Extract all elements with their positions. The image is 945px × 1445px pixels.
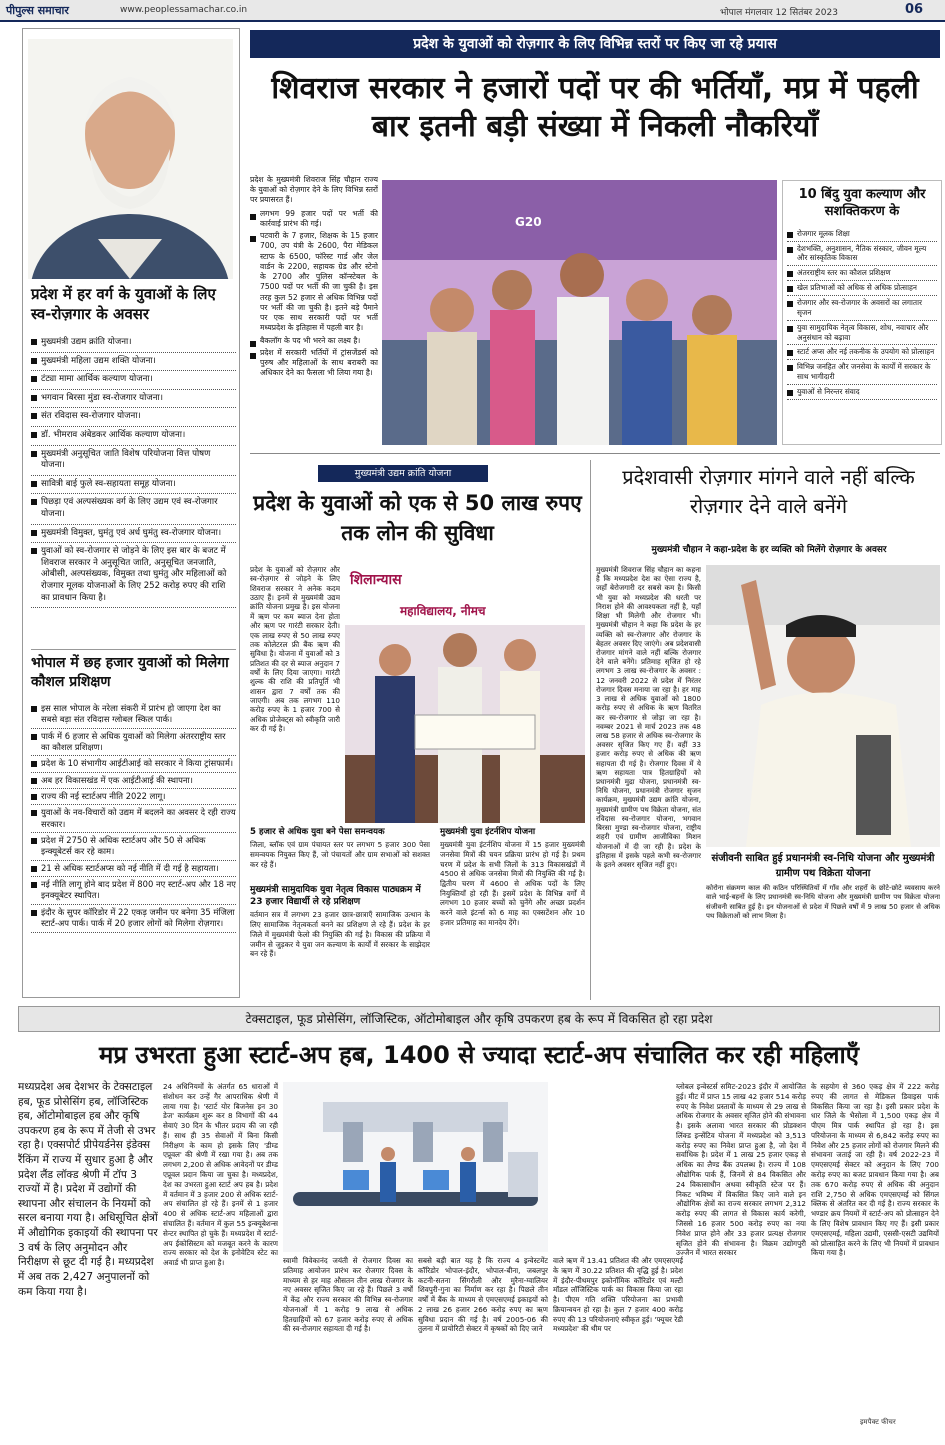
cm-headline: प्रदेशवासी रोज़गार मांगने वाले नहीं बल्कि रोज़गार देने वाले बनेंगे xyxy=(622,465,915,518)
dateline: भोपाल मंगलवार 12 सितंबर 2023 xyxy=(720,8,838,18)
brand-logo: पीपुल्स समाचार xyxy=(6,4,69,17)
list-item: बैकलॉग के पद भी भरने का लक्ष्य है। xyxy=(250,336,378,346)
page-number: 06 xyxy=(905,2,924,17)
loan-sub3-title: मुख्यमंत्री युवा इंटर्नशिप योजना xyxy=(440,827,536,837)
top-headline: शिवराज सरकार ने हजारों पदों पर की भर्तियाँ, मप्र में पहली बार इतनी बड़ी संख्या में निकली नौकरियाँ xyxy=(271,71,919,144)
list-item: राज्य की नई स्टार्टअप नीति 2022 लागू। xyxy=(31,789,236,805)
points-list xyxy=(783,227,941,400)
list-item: सावित्री बाई फुले स्व-सहायता समूह योजना। xyxy=(31,476,236,495)
list-item: नई नीति लागू होने बाद प्रदेश में 800 नए स्टार्ट-अप और 18 नए इनक्यूबेटर स्थापित। xyxy=(31,877,236,905)
site-url: www.peoplessamachar.co.in xyxy=(120,5,248,15)
top-banner-text: प्रदेश के युवाओं को रोज़गार के लिए विभिन्न स्तरों पर किए जा रहे प्रयास xyxy=(413,36,777,52)
list-item: खेल प्रतिभाओं को अधिक से अधिक प्रोत्साहन xyxy=(787,281,937,296)
list-item: संत रविदास स्व-रोजगार योजना। xyxy=(31,408,236,427)
cm-body: मुख्यमंत्री शिवराज सिंह चौहान का कहना है कि मध्यप्रदेश देश का ऐसा राज्य है, जहाँ बेरोजगारी दर सबसे कम है। किसी भी युवा को मध्यप्रदेश की धरती पर निराश होने की आवश्यकता नहीं है, यहाँ शिक्षा भी मिलेगी और रोजगार भी। मुख्यमंत्री चौहान ने कहा कि प्रदेश के हर व्यक्ति को स्व-रोजगार और रोजगार के बेहतर अवसर दिए जाएंगे। अब प्रदेशवासी रोजगार मांगने वाले नहीं बल्कि रोजगार देने वाले बनेंगे। प्रतिमाह सृजित हो रहे लगभग 3 लाख स्व-रोजगार के अवसर : 12 जनवरी 2022 से प्रदेश में निरंतर रोजगार दिवस मनाया जा रहा है। हर माह 3 लाख से अधिक युवाओं को 1800 करोड़ रुपए से अधिक के ऋण वितरित कर स्व-रोजगार से जोड़ा जा रहा है। नवम्बर 2021 से मार्च 2023 तक 48 लाख 58 हजार से अधिक स्व-रोजगार के अवसर सृजित किए गए हैं। वहीं 33 हजार करोड़ रुपए से अधिक की ऋण सहायता दी गई है। रोजगार दिवस में ये ऋण सहायता पात्र हितग्राहियों को प्रधानमंत्री मुद्रा योजना, प्रधानमंत्री स्व-निधि योजना, प्रधानमंत्री रोजगार सृजन कार्यक्रम, मुख्यमंत्री उद्यम क्रांति योजना, मुख्यमंत्री ग्रामीण पथ विक्रेता योजना, संत रविदास स्व-रोजगार योजना, भगवान बिरसा मुण्डा स्व-रोजगार योजना, राष्ट्रीय शहरी एवं ग्रामीण आजीविका मिशन योजनाओं में दी जा रही है। प्रदेश के इतिहास में इसके पहले कभी स्व-रोजगार के इतने अवसर सृजित नहीं हुए। xyxy=(596,565,701,869)
list-item: पिछड़ा एवं अल्पसंख्यक वर्ग के लिए उद्यम एवं स्व-रोजगार योजना। xyxy=(31,494,236,524)
bottom-lead: मध्यप्रदेश अब देशभर के टेक्सटाइल हब, फूड प्रोसेसिंग हब, लॉजिस्टिक हब, ऑटोमोबाइल हब और कृषि उपकरण हब के रूप में तेजी से उभर रहा है। एक्सपोर्ट प्रीपेयर्डनेस इंडेक्स रैंकिंग में राज्य में सुधार हुआ है और प्रदेश लैंड लॉक्ड श्रेणी में टॉप 3 राज्यों में है। प्रदेश में उद्योगों की स्थापना और संचालन के नियमों को सरल बनाया गया है। अधिसूचित क्षेत्रों में औद्योगिक इकाइयों की स्थापना पर 3 वर्ष के लिए अनुमोदन और निरीक्षण से छूट दी गई है। मध्यप्रदेश में अब तक 2,427 अनुपालनों को कम किया गया है। xyxy=(18,1081,158,1298)
list-item: मुख्यमंत्री अनुसूचित जाति विशेष परियोजना वित्त पोषण योजना। xyxy=(31,446,236,476)
photo-sign-text-2: महाविद्यालय, नीमच xyxy=(400,604,486,618)
list-item: युवाओं से निरन्तर संवाद xyxy=(787,385,937,400)
cm-box xyxy=(706,852,940,952)
loan-sub2 xyxy=(250,885,430,959)
divider xyxy=(250,453,940,454)
bottom-headline: मप्र उभरता हुआ स्टार्ट-अप हब, 1400 से ज्यादा स्टार्ट-अप संचालित कर रही महिलाएँ xyxy=(99,1041,859,1069)
list-item: प्रदेश के 10 संभागीय आईटीआई को सरकार ने किया ट्रांसफार्म। xyxy=(31,756,236,772)
list-item: लगभग 99 हजार पदों पर भर्ती की कार्रवाई प्रारंभ की गई। xyxy=(250,209,378,230)
list-item: रोजगार मूलक शिक्षा xyxy=(787,227,937,242)
bottom-col3: स्वामी विवेकानंद जयंती से रोजगार दिवस का प्रतिमाह आयोजन प्रारंभ कर रोजगार दिवस के माध्यम से हर माह औसतन तीन लाख रोजगार के नए अवसर सृजित किए जा रहे हैं। पिछले 3 वर्षों में केंद्र और राज्य सरकार की विभिन्न स्व-रोजगार योजनाओं में 1 करोड़ 9 लाख से अधिक हितग्राहियों को 67 हजार करोड़ रुपए से अधिक की स्व-रोजगार सहायता दी गई है। xyxy=(283,1256,413,1334)
sidebar-box2-list xyxy=(31,701,236,933)
points-title: 10 बिंदु युवा कल्याण और सशक्तिकरण के xyxy=(798,187,926,219)
bottom-col6: ग्लोबल इन्वेस्टर्स समिट-2023 इंदौर में आयोजित हुई। मीट में प्राप्त 15 लाख 42 हजार 514 करोड़ रुपए के निवेश प्रस्तावों के माध्यम से 29 लाख से अधिक रोजगार के अवसर सृजित होने की संभावना है। इसके अलावा भारत सरकार की प्रोडक्शन लिंक्ड इन्सेंटिव योजना में मध्यप्रदेश को 3,513 करोड़ रुपए का निवेश प्राप्त हुआ है, जो देश में सर्वाधिक है। प्रदेश में 1 लाख 25 हजार एकड़ से अधिक का लैण्ड बैंक उपलब्ध है। राज्य में 108 औद्योगिक पार्क हैं, जिनमें से 84 विकसित और 24 विकासाधीन अथवा स्वीकृति स्टेज पर हैं। निकट भविष्य में विकसित किए जाने वाले इन औद्योगिक क्षेत्रों का राज्य सरकार लगभग 2,312 करोड़ रुपए की लागत से विकास कार्य करेगी, जिससे 16 हजार 500 करोड़ रुपए का नया निवेश प्राप्त होने और 33 हजार प्रत्यक्ष रोजगार सृजित होने की संभावना है। विक्रम उद्योगपुरी उज्जैन में भारत सरकार xyxy=(676,1082,806,1258)
list-item: रोजगार और स्व-रोजगार के अवसरों का लगातार सृजन xyxy=(787,296,937,321)
top-intro xyxy=(250,175,378,379)
bottom-col2: 24 अधिनियमों के अंतर्गत 65 धाराओं में संशोधन कर उन्हें गैर आपराधिक श्रेणी में लाया गया है। 'स्टार्ट योर बिजनेस इन 30 डेज' कार्यक्रम शुरू कर 8 विभागों की 44 सेवाएं 30 दिन के भीतर प्रदाय की जा रही हैं। साथ ही 35 सेवाओं में बिना किसी निरीक्षण के काम हो इसके लिए 'डीम्ड एप्रूवल' की श्रेणी में रखा गया है। अब तक लगभग 2,200 से अधिक आवेदनों पर डीम्ड एप्रूवल प्रदान किया जा चुका है। मध्यप्रदेश, देश का उभरता हुआ स्टार्ट अप हब है। प्रदेश में वर्तमान में 3 हजार 200 से अधिक स्टार्ट-अप संचालित हो रहे हैं। इनमें से 1 हजार 400 से अधिक स्टार्ट-अप महिलाओं द्वारा संचालित हैं। वर्तमान में कुल 55 इन्क्यूबेशन्स सेन्टर स्थापित हो चुके हैं। मध्यप्रदेश में स्टार्ट-अप ईकोसिस्टम को मजबूत करने के कारण राज्य सरकार को देश के इनोवेटिव स्टेट का अवार्ड भी प्राप्त हुआ है। xyxy=(163,1082,278,1268)
divider xyxy=(590,460,591,1000)
list-item: टंट्या मामा आर्थिक कल्याण योजना। xyxy=(31,371,236,390)
list-item: भगवान बिरसा मुंडा स्व-रोजगार योजना। xyxy=(31,390,236,409)
list-item: मुख्यमंत्री विमुक्त, घुमंतु एवं अर्ध घुमंतु स्व-रोजगार योजना। xyxy=(31,525,236,544)
photo-sign-text: शिलान्यास xyxy=(350,572,402,588)
bottom-col5: वाले ऋण में 13.41 प्रतिशत की और एमएसएमई के ऋण में 30.22 प्रतिशत की वृद्धि हुई है। प्रदेश में इंदौर-पीथमपुर इकोनॉमिक कॉरिडोर एवं मल्टी मॉडल लॉजिस्टिक पार्क का विकास किया जा रहा है। पीएम गति शक्ति परियोजना का प्रभावी क्रियान्वयन हो रहा है। कुल 7 हजार 400 करोड़ रुपए की 13 परियोजनाएं स्वीकृत हुई। 'फ्यूचर रेडी मध्यप्रदेश' की थीम पर xyxy=(553,1256,683,1334)
list-item: इस साल भोपाल के नरेला संकरी में प्रारंभ हो जाएगा देश का सबसे बड़ा संत रविदास ग्लोबल स्किल पार्क। xyxy=(31,701,236,729)
top-intro-text: प्रदेश के मुख्यमंत्री शिवराज सिंह चौहान राज्य के युवाओं को रोज़गार देने के लिए विभिन्न स्तरों पर प्रयासरत हैं। xyxy=(250,175,378,204)
points-box xyxy=(782,180,942,445)
list-item: विभिन्न जनहित और जनसेवा के कार्यों में सरकार के साथ भागीदारी xyxy=(787,360,937,385)
selfie-photo xyxy=(382,180,777,445)
bottom-banner-text: टेक्सटाइल, फूड प्रोसेसिंग, लॉजिस्टिक, ऑटोमोबाइल और कृषि उपकरण हब के रूप में विकसित हो रहा प्रदेश xyxy=(245,1012,713,1026)
list-item: मुख्यमंत्री उद्यम क्रांति योजना। xyxy=(31,334,236,353)
loan-tag xyxy=(318,465,488,482)
loan-body: प्रदेश के युवाओं को रोज़गार और स्व-रोज़गार से जोड़ने के लिए शिवराज सरकार ने अनेक कदम उठाए हैं। इनमें से मुख्यमंत्री उद्यम क्रांति योजना प्रमुख है। इस योजना में ऋण पर कम ब्याज देना होता और ऋण पर गारंटी सरकार देती। एक लाख रुपए से 50 लाख रुपए तक कोलेटरल फ्री बैंक ऋण की सुविधा है। योजना में युवाओं को 3 प्रतिशत की दर से ब्याज अनुदान 7 वर्षों के लिए दिया जाएगा। गारंटी शुल्क की राशि की प्रतिपूर्ति भी शासन द्वारा 7 वर्षों तक की जाएगी। अब तक लगभग 110 करोड़ रुपए के 1 हजार 700 से अधिक प्रोजेक्ट्स को स्वीकृति जारी कर दी गई है। xyxy=(250,565,340,734)
loan-sub1 xyxy=(250,827,430,869)
photo-banner-text: G20 xyxy=(515,215,542,229)
bottom-banner xyxy=(18,1006,940,1032)
sidebar xyxy=(22,28,240,998)
list-item: अब हर विकासखंड में एक आईटीआई की स्थापना। xyxy=(31,773,236,789)
list-item: मुख्यमंत्री महिला उद्यम शक्ति योजना। xyxy=(31,353,236,372)
list-item: पटवारी के 7 हजार, शिक्षक के 15 हजार 700, उप यंत्री के 2600, पैरा मेडिकल स्टाफ के 6500, फॉरेस्ट गार्ड और जेल वार्डन के 2200, सहायक ग्रेड और स्टेनो के 2700 और पुलिस कॉन्स्टेबल के 7500 पदों पर भर्ती की जा चुकी है। इस तरह कुल 52 हजार से अधिक विभिन्न पदों पर भर्ती की जा चुकी है। इतने बड़े पैमाने पर एक साथ सरकारी पदों पर भर्ती मध्यप्रदेश के इतिहास में पहली बार है। xyxy=(250,231,378,334)
list-item: स्टार्ट अप्स और नई तकनीक के उपयोग को प्रोत्साहन xyxy=(787,345,937,360)
list-item: अंतरराष्ट्रीय स्तर का कौशल प्रशिक्षण xyxy=(787,266,937,281)
feature-credit: इमपैक्ट फीचर xyxy=(860,1418,896,1426)
cm-speech-photo xyxy=(706,565,940,847)
bottom-col7: के सहयोग से 360 एकड़ क्षेत्र में 222 करोड़ रुपए की लागत से मेडिकल डिवाइस पार्क विकसित किया जा रहा है। इसी प्रकार प्रदेश के धार जिले के भैसोला में 1,500 एकड़ क्षेत्र में पीएम मित्र पार्क स्थापित हो रहा है। इस परियोजना के माध्यम से 6,842 करोड़ रुपए का निवेश और 25 हजार लोगों को रोजगार मिलने की संभावना जताई जा रही है। वर्ष 2022-23 में एमएसएमई सेक्टर को अनुदान के लिए 700 करोड़ रुपए का बजट प्रावधान किया गया है। अब तक 670 करोड़ रुपए से अधिक की अनुदान राशि 2,750 से अधिक एमएसएमई को सिंगल क्लिक से अंतरित कर दी गई है। राज्य सरकार के भण्डार क्रय नियमों में स्टार्ट-अप को प्रोत्साहन देने के लिए विशेष प्रावधान किए गए हैं। इसी प्रकार एमएसएमई, महिला उद्यमी, एससी-एसटी उद्यमियों को प्रोत्साहित करने के लिए भी नियमों में प्रावधान किया गया है। xyxy=(811,1082,939,1258)
sidebar-box1-title: प्रदेश में हर वर्ग के युवाओं के लिए स्व-रोज़गार के अवसर xyxy=(31,285,216,324)
loan-sub3 xyxy=(440,827,585,928)
portrait-photo xyxy=(28,39,233,279)
top-banner xyxy=(250,30,940,58)
list-item: इंदौर के सुपर कॉरिडोर में 22 एकड़ जमीन पर बनेगा 35 मंजिला स्टार्ट-अप पार्क। पार्क में 20 हजार लोगों को मिलेगा रोज़गार। xyxy=(31,905,236,933)
cm-box-body: कोरोना संक्रमण काल की कठिन परिस्थितियों में गाँव और शहरों के छोटे-छोटे व्यवसाय करने वाले भाई-बहनों के लिए प्रधानमंत्री स्व-निधि योजना और मुख्यमंत्री ग्रामीण पथ विक्रेता योजना संजीवनी साबित हुई है। इन योजनाओं से प्रदेश में पिछले वर्षों में 9 लाख 50 हजार से अधिक पथ विक्रेताओं को लाभ मिला है। xyxy=(706,884,940,920)
loan-sub2-body: वर्तमान सत्र में लगभग 23 हजार छात्र-छात्राएँ सामाजिक उत्थान के लिए सामाजिक नेतृत्वकर्ता बनने का प्रशिक्षण ले रहे हैं। प्रदेश के हर जिले में मुख्यमंत्री फेलो की नियुक्ति की गई है। विकास की प्रक्रिया में जमीन से जुड़कर ये युवा जन कल्याण के कार्यों में सरकार के साझेदार बन रहे हैं। xyxy=(250,910,430,959)
loan-headline: प्रदेश के युवाओं को एक से 50 लाख रुपए तक लोन की सुविधा xyxy=(253,491,582,546)
cm-box-title: संजीवनी साबित हुई प्रधानमंत्री स्व-निधि योजना और मुख्यमंत्री ग्रामीण पथ विक्रेता योजना xyxy=(711,853,935,879)
list-item: प्रदेश में सरकारी भर्तियों में ट्रांसजेंडर्स को पुरुष और महिलाओं के साथ बराबरी का अधिकार देने का फैसला भी लिया गया है। xyxy=(250,348,378,379)
factory-illustration xyxy=(283,1082,548,1252)
masthead xyxy=(0,0,945,22)
loan-sub2-title: मुख्यमंत्री सामुदायिक युवा नेतृत्व विकास पाठ्यक्रम में 23 हजार विद्यार्थी ले रहे प्रशिक्षण xyxy=(250,885,421,907)
list-item: पार्क में 6 हजार से अधिक युवाओं को मिलेगा अंतरराष्ट्रीय स्तर का कौशल प्रशिक्षण। xyxy=(31,729,236,757)
list-item: प्रदेश में 2750 से अधिक स्टार्टअप और 50 से अधिक इन्क्यूबेटर्स कर रहे काम। xyxy=(31,833,236,861)
list-item: युवा सामुदायिक नेतृत्व विकास, शोध, नवाचार और अनुसंधान को बढ़ावा xyxy=(787,321,937,346)
sidebar-box1-list xyxy=(31,334,236,608)
list-item: डॉ. भीमराव अंबेडकर आर्थिक कल्याण योजना। xyxy=(31,427,236,446)
loan-tag-text: मुख्यमंत्री उद्यम क्रांति योजना xyxy=(354,468,452,479)
list-item: युवाओं को स्व-रोजगार से जोड़ने के लिए इस बार के बजट में शिवराज सरकार ने अनुसूचित जाति, अनुसूचित जनजाति, ओबीसी, अल्पसंख्यक, विमुक्त तथा घुमंतु और महिलाओं को रोजगार मूलक योजनाओं के लिए 252 करोड़ रुपए की राशि का प्रावधान किया है। xyxy=(31,543,236,608)
list-item: 21 से अधिक स्टार्टअप्स को नई नीति में दी गई है सहायता। xyxy=(31,861,236,877)
bottom-col4: सबसे बड़ी बात यह है कि राज्य 4 इन्वेस्टमेंट कॉरिडोर भोपाल-इंदौर, भोपाल-बीना, जबलपुर कटनी-सतना सिंगरौली और मुरैना-ग्वालियर शिवपुरी-गुना का निर्माण कर रहा है। पिछले तीन वर्षों में बैंक के माध्यम से एमएसएमई इकाइयों को 2 लाख 26 हजार 266 करोड़ रुपए का ऋण सुविधा प्रदान की गई है। वर्ष 2005-06 की तुलना में प्रायोरिटी सेक्टर में कृषकों को दिए जाने xyxy=(418,1256,548,1334)
loan-sub1-title: 5 हजार से अधिक युवा बने पेसा समन्वयक xyxy=(250,827,385,837)
top-bullets xyxy=(250,209,378,379)
list-item: देशभक्ति, अनुशासन, नैतिक संस्कार, जीवन मूल्य और सांस्कृतिक विकास xyxy=(787,242,937,267)
loan-sub3-body: मुख्यमंत्री युवा इंटर्नशिप योजना में 15 हजार मुख्यमंत्री जनसेवा मित्रों की चयन प्रक्रिया प्रारंभ हो गई है। प्रथम चरण में प्रदेश के सभी जिलों के 313 विकासखंडों में 4500 से अधिक जनसेवा मित्रों की नियुक्ति की गई है। द्वितीय चरण में 4600 से अधिक पदों के लिए नियुक्तियाँ हो रही हैं। इसमें प्रदेश के विभिन्न वर्गों में लगभग 10 हजार बच्चों को चुनेंगे और अच्छा प्रदर्शन करने वाले इंटर्न्स को 6 माह का एक्सटेंशन और 10 हजार प्रतिमाह का मानदेय देंगे। xyxy=(440,840,585,927)
cm-subhead: मुख्यमंत्री चौहान ने कहा-प्रदेश के हर व्यक्ति को मिलेंगे रोज़गार के अवसर xyxy=(651,545,887,555)
list-item: युवाओं के नव-विचारों को उद्यम में बदलने का अवसर दे रही राज्य सरकार। xyxy=(31,805,236,833)
sidebar-box2-title: भोपाल में छह हजार युवाओं को मिलेगा कौशल प्रशिक्षण xyxy=(31,649,236,692)
loan-sub1-body: जिला, ब्लॉक एवं ग्राम पंचायत स्तर पर लगभग 5 हजार 300 पेसा समन्वयक नियुक्त किए हैं, जो पंचायतों और ग्राम सभाओं को सशक्त कर रहे हैं। xyxy=(250,840,430,869)
